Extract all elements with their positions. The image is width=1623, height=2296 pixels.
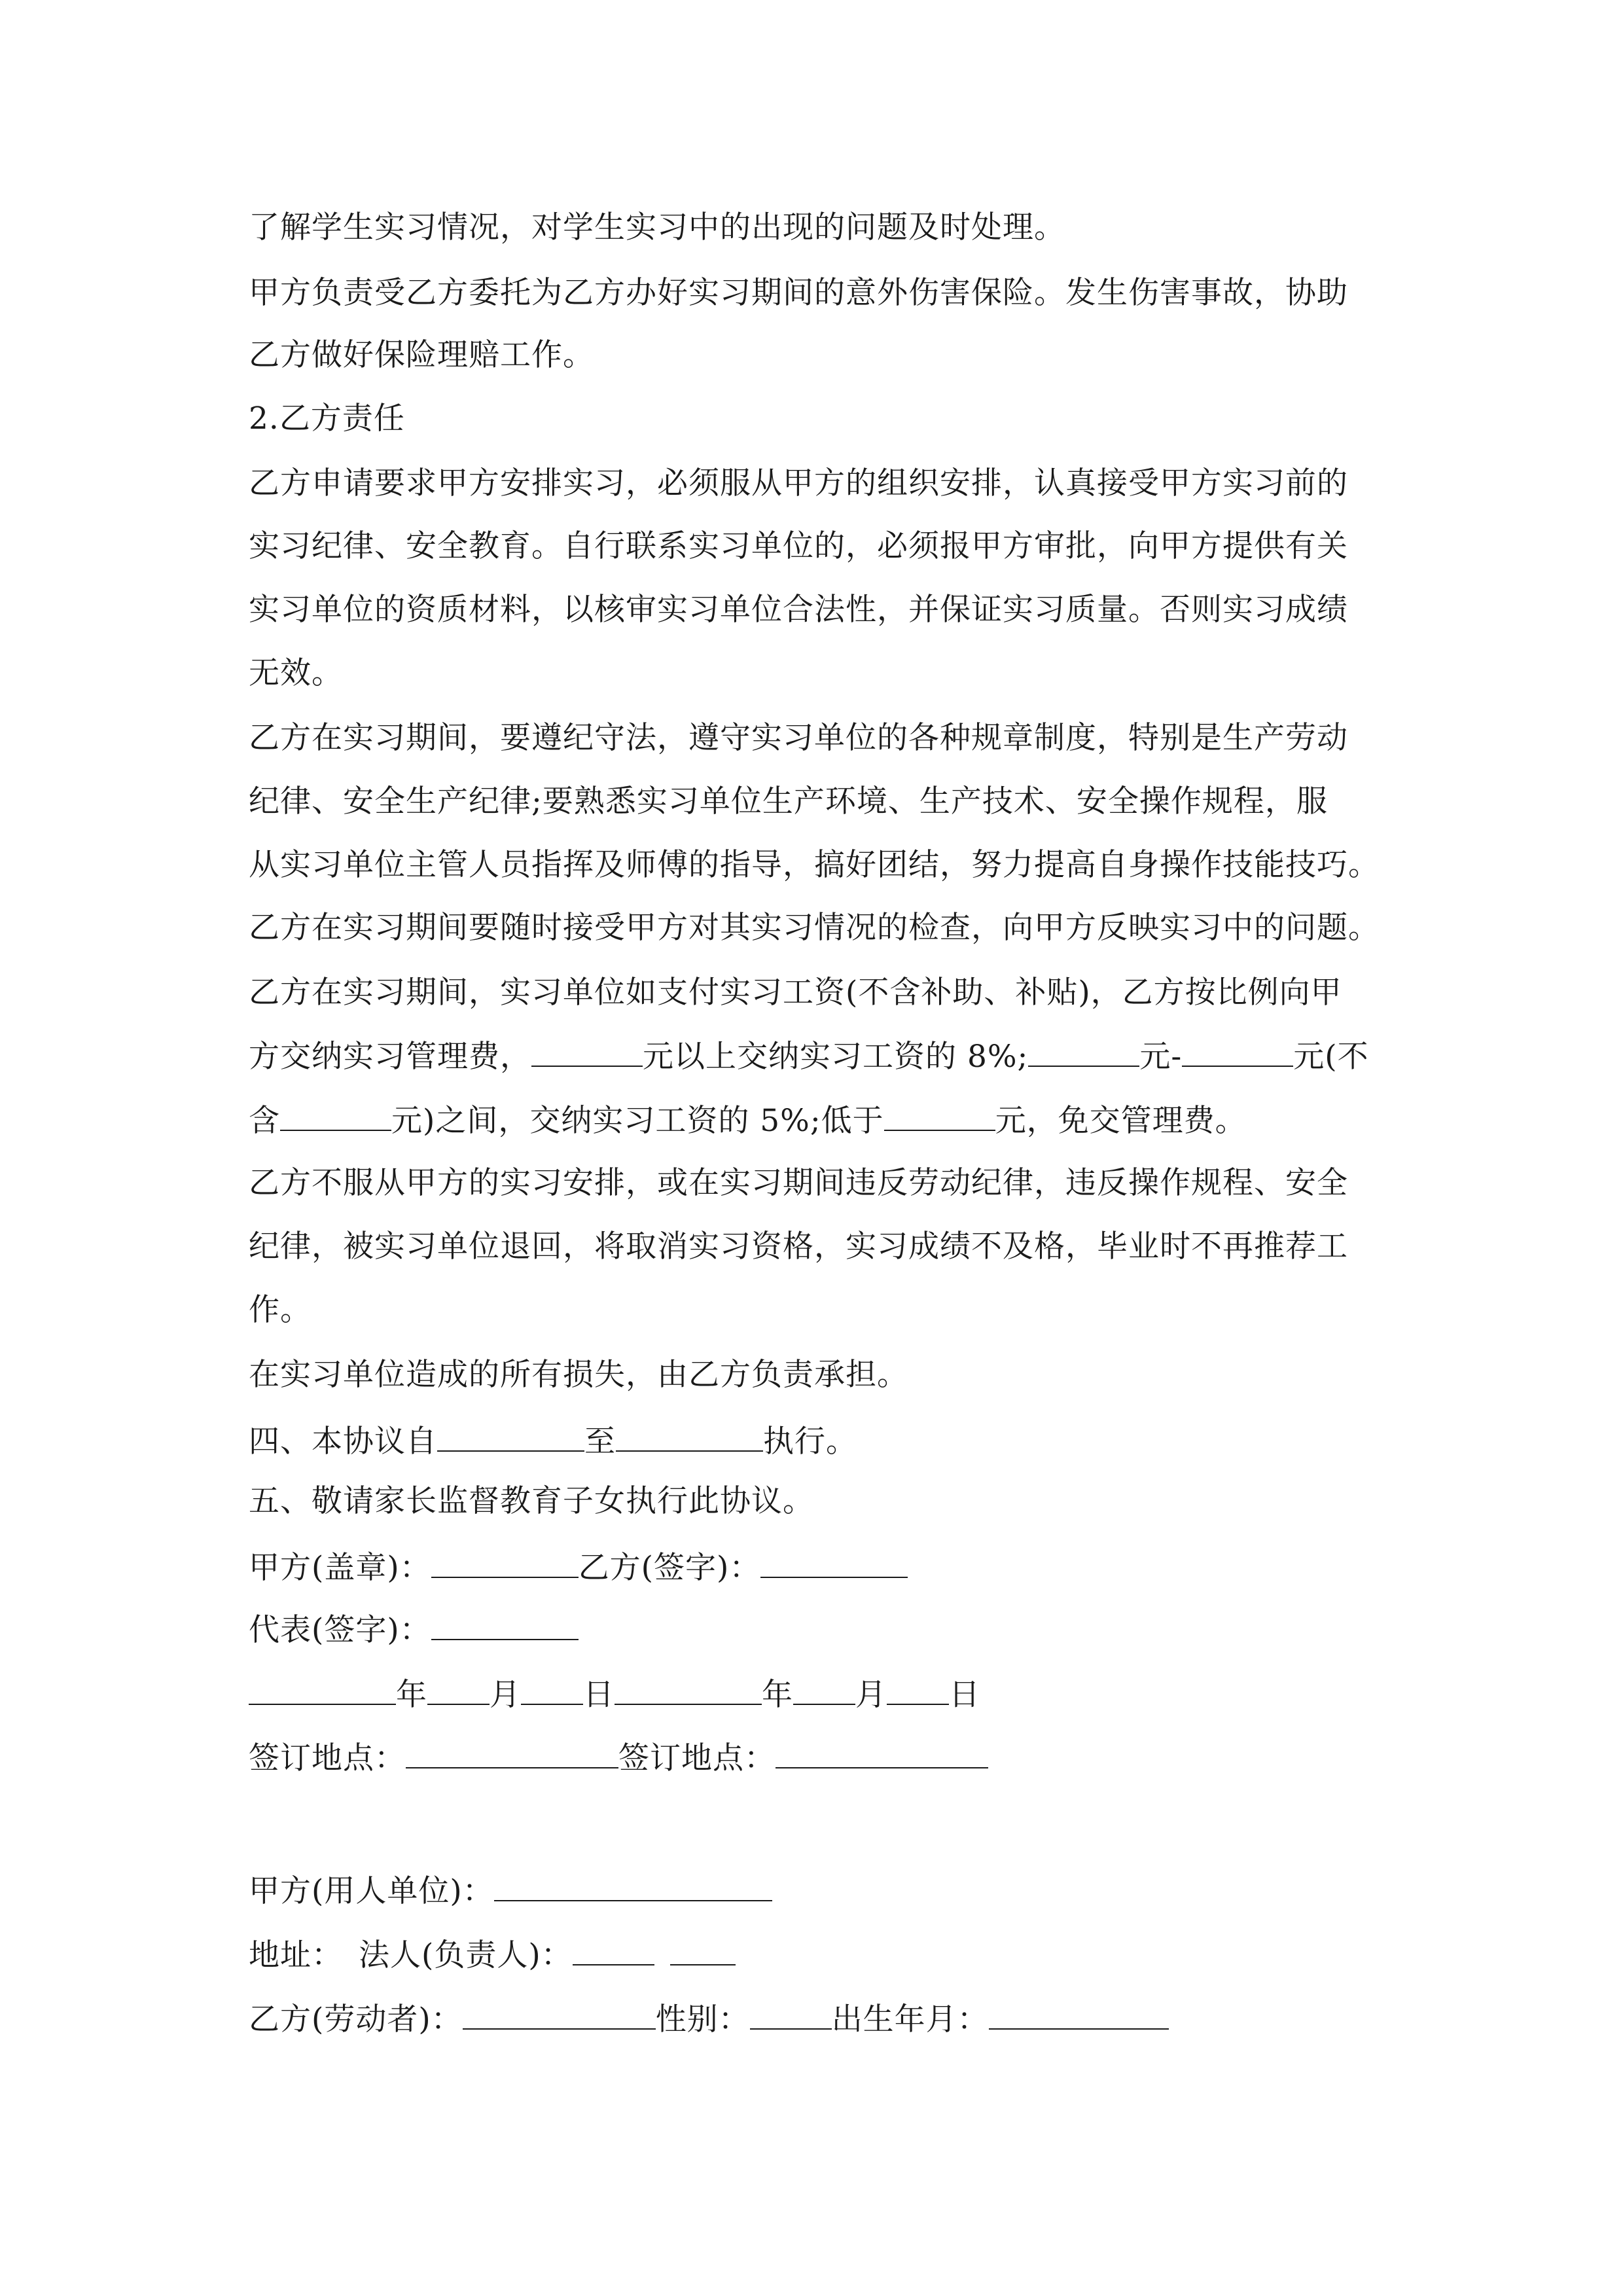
place-a-label: 签订地点： bbox=[249, 1740, 406, 1776]
rep-sign-blank[interactable] bbox=[431, 1609, 579, 1640]
paragraph-line: 实习纪律、安全教育。自行联系实习单位的，必须报甲方审批，向甲方提供有关 bbox=[249, 528, 1348, 564]
birth-blank[interactable] bbox=[989, 1998, 1169, 2030]
fee-text-d: 元(不 bbox=[1293, 1039, 1369, 1075]
paragraph-line: 实习单位的资质材料，以核审实习单位合法性，并保证实习质量。否则实习成绩 bbox=[249, 592, 1348, 628]
date-b-year-label: 年 bbox=[762, 1677, 793, 1713]
paragraph-line: 纪律，被实习单位退回，将取消实习资格，实习成绩不及格，毕业时不再推荐工 bbox=[249, 1229, 1348, 1265]
fee-blank-5[interactable] bbox=[884, 1100, 995, 1131]
parent-line: 五、敬请家长监督教育子女执行此协议。 bbox=[249, 1483, 814, 1519]
party-a-seal-blank[interactable] bbox=[431, 1547, 579, 1578]
term-text-b: 至 bbox=[584, 1424, 616, 1460]
fee-text-e: 含 bbox=[249, 1103, 280, 1139]
paragraph-line: 了解学生实习情况，对学生实习中的出现的问题及时处理。 bbox=[249, 209, 1065, 245]
worker-blank[interactable] bbox=[463, 1998, 656, 2030]
paragraph-line: 从实习单位主管人员指挥及师傅的指导，搞好团结，努力提高自身操作技能技巧。 bbox=[249, 847, 1380, 883]
employer-label: 甲方(用人单位)： bbox=[249, 1873, 494, 1909]
fee-text-b: 元以上交纳实习工资的 8%; bbox=[643, 1039, 1029, 1075]
term-text-c: 执行。 bbox=[763, 1424, 857, 1460]
fee-line-1 bbox=[249, 1035, 1369, 1077]
legal-rep-blank-1[interactable] bbox=[573, 1934, 654, 1965]
fee-text-c: 元- bbox=[1139, 1039, 1183, 1075]
paragraph-line: 甲方负责受乙方委托为乙方办好实习期间的意外伤害保险。发生伤害事故，协助 bbox=[249, 275, 1348, 311]
fee-blank-4[interactable] bbox=[280, 1100, 391, 1131]
term-text-a: 四、本协议自 bbox=[249, 1424, 437, 1460]
term-line bbox=[249, 1420, 857, 1462]
address-label: 地址： bbox=[249, 1937, 343, 1973]
place-b-label: 签订地点： bbox=[618, 1740, 776, 1776]
rep-line bbox=[249, 1609, 579, 1650]
paragraph-line: 乙方在实习期间，实习单位如支付实习工资(不含补助、补贴)，乙方按比例向甲 bbox=[249, 975, 1342, 1011]
employer-line bbox=[249, 1870, 772, 1911]
party-b-sign-label: 乙方(签字)： bbox=[578, 1550, 761, 1586]
paragraph-line: 作。 bbox=[249, 1292, 312, 1328]
paragraph-line: 乙方做好保险理赔工作。 bbox=[249, 337, 594, 373]
date-b-day-blank[interactable] bbox=[887, 1674, 949, 1705]
date-b-day-label: 日 bbox=[949, 1677, 980, 1713]
date-b-year-blank[interactable] bbox=[615, 1674, 762, 1705]
paragraph-line: 乙方不服从甲方的实习安排，或在实习期间违反劳动纪律，违反操作规程、安全 bbox=[249, 1165, 1348, 1201]
fee-blank-2[interactable] bbox=[1028, 1035, 1139, 1067]
gender-blank[interactable] bbox=[750, 1998, 832, 2030]
birth-label: 出生年月： bbox=[831, 2001, 989, 2037]
place-line bbox=[249, 1737, 988, 1778]
legal-rep-blank-2[interactable] bbox=[670, 1934, 736, 1965]
fee-blank-1[interactable] bbox=[531, 1035, 643, 1067]
address-line bbox=[249, 1934, 736, 1975]
date-a-month-label: 月 bbox=[490, 1677, 521, 1713]
place-a-blank[interactable] bbox=[406, 1737, 618, 1768]
employer-blank[interactable] bbox=[494, 1870, 772, 1901]
place-b-blank[interactable] bbox=[776, 1737, 988, 1768]
date-line bbox=[249, 1674, 980, 1715]
date-b-month-label: 月 bbox=[855, 1677, 887, 1713]
worker-line bbox=[249, 1998, 1169, 2039]
date-a-year-label: 年 bbox=[396, 1677, 427, 1713]
paragraph-line: 乙方在实习期间，要遵纪守法，遵守实习单位的各种规章制度，特别是生产劳动 bbox=[249, 720, 1348, 756]
paragraph-line: 乙方申请要求甲方安排实习，必须服从甲方的组织安排，认真接受甲方实习前的 bbox=[249, 465, 1348, 501]
section-heading: 2.乙方责任 bbox=[249, 401, 405, 437]
fee-text-a: 方交纳实习管理费， bbox=[249, 1039, 531, 1075]
paragraph-line: 在实习单位造成的所有损失，由乙方负责承担。 bbox=[249, 1357, 908, 1393]
party-b-sign-blank[interactable] bbox=[760, 1547, 908, 1578]
paragraph-line: 乙方在实习期间要随时接受甲方对其实习情况的检查，向甲方反映实习中的问题。 bbox=[249, 910, 1380, 946]
fee-text-g: 元，免交管理费。 bbox=[995, 1103, 1247, 1139]
fee-text-f: 元)之间，交纳实习工资的 5%;低于 bbox=[391, 1103, 884, 1139]
fee-line-2 bbox=[249, 1100, 1247, 1141]
fee-blank-3[interactable] bbox=[1182, 1035, 1293, 1067]
date-b-month-blank[interactable] bbox=[793, 1674, 855, 1705]
term-end-blank[interactable] bbox=[616, 1420, 763, 1452]
worker-label: 乙方(劳动者)： bbox=[249, 2001, 463, 2037]
term-start-blank[interactable] bbox=[437, 1420, 584, 1452]
legal-rep-label: 法人(负责人)： bbox=[359, 1937, 573, 1973]
rep-sign-label: 代表(签字)： bbox=[249, 1612, 431, 1648]
date-a-year-blank[interactable] bbox=[249, 1674, 396, 1705]
date-a-day-blank[interactable] bbox=[521, 1674, 583, 1705]
date-a-day-label: 日 bbox=[583, 1677, 615, 1713]
date-a-month-blank[interactable] bbox=[427, 1674, 490, 1705]
paragraph-line: 无效。 bbox=[249, 655, 343, 691]
gender-label: 性别： bbox=[655, 2001, 750, 2037]
party-a-seal-label: 甲方(盖章)： bbox=[249, 1550, 431, 1586]
paragraph-line: 纪律、安全生产纪律;要熟悉实习单位生产环境、生产技术、安全操作规程，服 bbox=[249, 783, 1328, 819]
sign-line bbox=[249, 1547, 908, 1588]
